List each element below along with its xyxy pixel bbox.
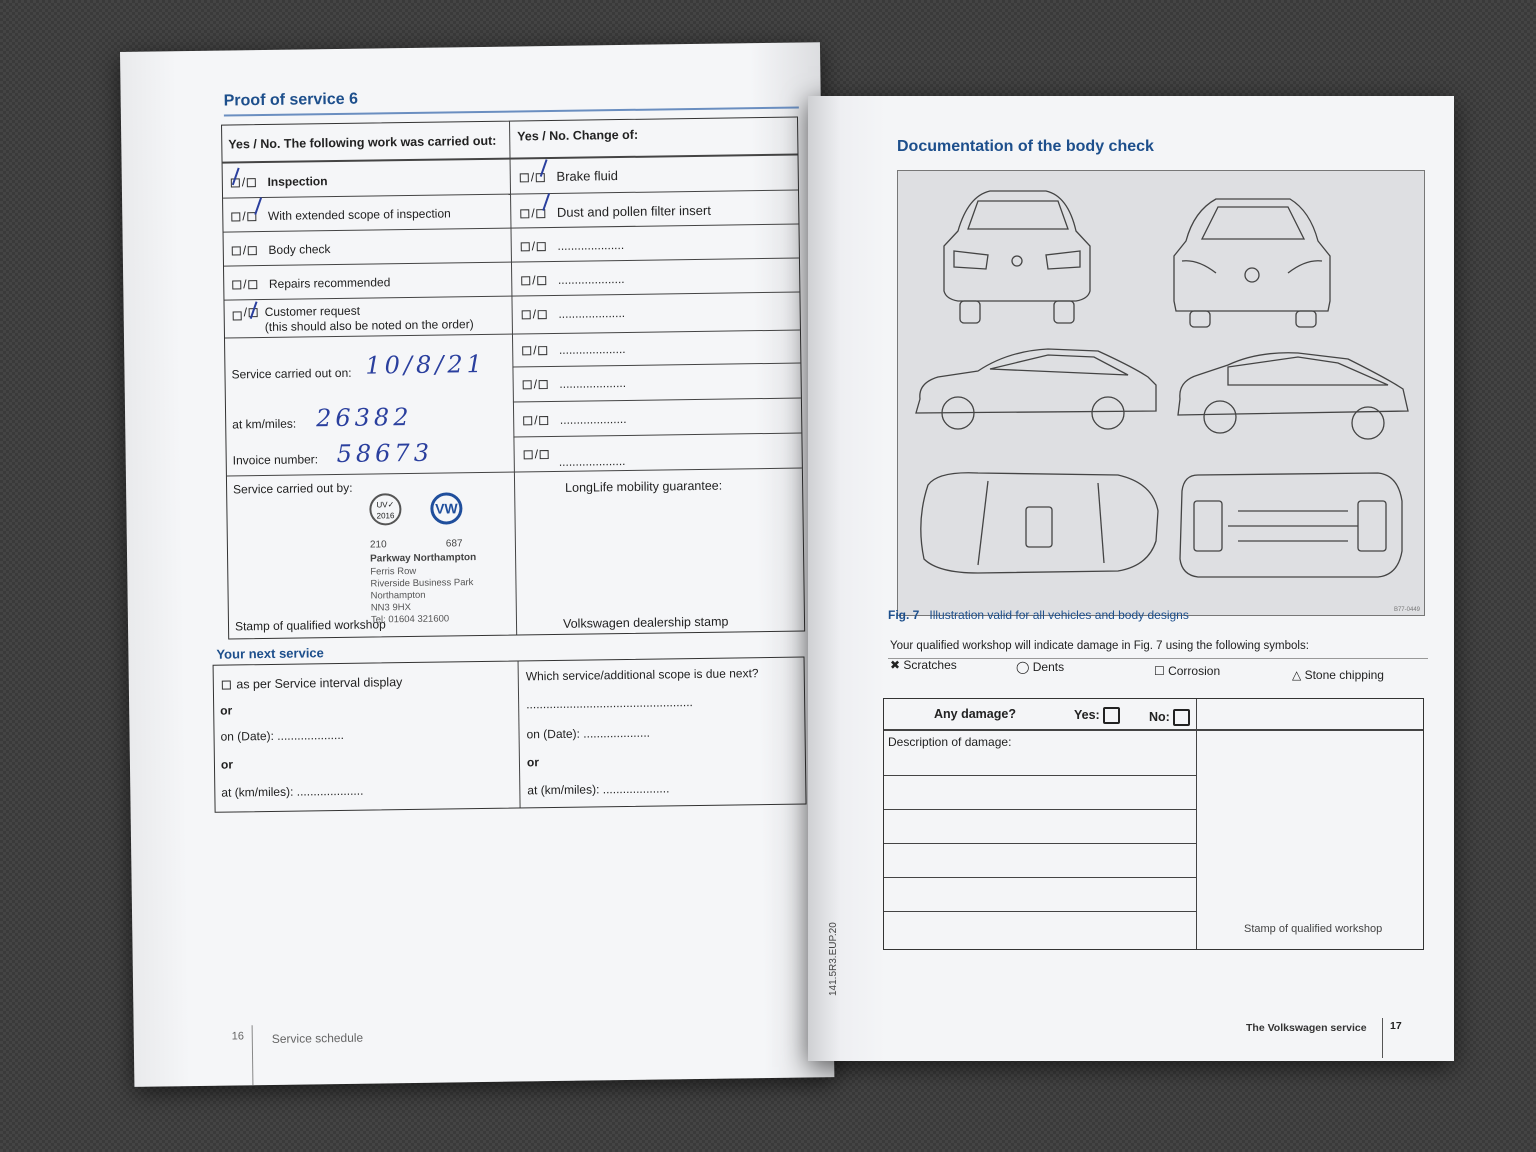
side-code: 141.5R3.EUP.20 — [828, 922, 839, 996]
dealer-stamp-label: Volkswagen dealership stamp — [562, 614, 729, 631]
yes-label: Yes: — [1074, 707, 1120, 724]
page-title: Proof of service 6 — [223, 90, 359, 110]
change-row-blank: / .................... — [521, 412, 627, 427]
stamp-num1: 210 — [369, 539, 387, 551]
car-side-view-right — [1178, 353, 1408, 439]
longlife-label: LongLife mobility guarantee: — [565, 478, 723, 495]
symbol-scratches: ✖ Scratches — [890, 658, 957, 672]
car-diagrams — [898, 171, 1424, 615]
invoice-label: Invoice number: — [232, 452, 319, 468]
yes-checkbox[interactable] — [520, 210, 529, 219]
next-date[interactable]: on (Date): .................... — [220, 727, 345, 744]
right-page — [808, 96, 1454, 1061]
figure-code: B77-0449 — [1393, 607, 1420, 613]
next-km[interactable]: at (km/miles): .................... — [221, 783, 364, 800]
vw-logo-icon: VW — [430, 492, 462, 524]
change-row-blank: / — [522, 447, 552, 461]
next-right-question: Which service/additional scope is due next? — [525, 666, 759, 684]
next-left-0: as per Service interval display — [220, 675, 403, 692]
symbol-dents: ◯ Dents — [1016, 660, 1065, 674]
next-left-or: or — [220, 757, 234, 772]
car-underbody-view — [1180, 473, 1402, 577]
service-date-label: Service carried out on: — [231, 365, 352, 382]
yes-checkbox[interactable] — [520, 174, 529, 183]
change-row-pollen-filter: / Dust and pollen filter insert — [518, 203, 711, 221]
work-row-extended: / With extended scope of inspection — [229, 206, 451, 223]
change-row-blank: / .................... — [521, 376, 627, 391]
work-row-customer-request: / — [231, 305, 261, 321]
uv-badge: UV✓ 2016 — [369, 493, 401, 525]
stamp-line: Northampton — [370, 589, 426, 602]
carried-by-label: Service carried out by: — [233, 480, 353, 497]
change-row-blank: / .................... — [519, 238, 625, 253]
work-header: Yes / No. The following work was carried out: — [228, 133, 497, 152]
stamp-line: Tel: 01604 321600 — [370, 613, 450, 626]
blank-dots: .................... — [558, 453, 626, 469]
car-rear-view — [944, 191, 1090, 323]
footer-page-number: 16 — [231, 1030, 245, 1043]
next-right-or: or — [526, 755, 540, 770]
symbol-stone-chipping: △ Stone chipping — [1292, 668, 1384, 682]
work-row-body-check: / Body check — [230, 242, 331, 257]
stamp-name: Parkway Northampton — [370, 552, 477, 565]
next-left-or: or — [220, 703, 233, 718]
next-service-table — [213, 657, 807, 813]
yes-checkbox[interactable] — [232, 247, 241, 256]
change-row-blank: / .................... — [520, 306, 626, 321]
figure-caption: Fig. 7 Illustration valid for all vehicles and body designs — [888, 608, 1189, 622]
no-checkbox[interactable] — [1173, 709, 1190, 726]
car-top-view — [921, 473, 1158, 573]
work-row-repairs: / Repairs recommended — [230, 275, 390, 291]
footer-section: Service schedule — [271, 1030, 364, 1046]
stamp-line: NN3 9HX — [370, 601, 411, 614]
damage-table — [883, 698, 1424, 950]
change-row-blank: / .................... — [520, 342, 626, 357]
no-checkbox[interactable] — [247, 178, 256, 187]
work-row-inspection: / Inspection — [229, 174, 328, 189]
change-row-brake-fluid: / Brake fluid — [518, 168, 618, 184]
yes-checkbox[interactable] — [231, 213, 240, 222]
invoice-value[interactable]: 58673 — [336, 438, 434, 469]
customer-request-note: (this should also be noted on the order) — [264, 317, 474, 335]
km-value[interactable]: 26382 — [315, 402, 413, 433]
yes-checkbox[interactable] — [1103, 707, 1120, 724]
footer-section: The Volkswagen service — [1246, 1022, 1367, 1034]
service-date-value[interactable]: 10/8/21 — [365, 349, 487, 380]
stamp-label: Stamp of qualified workshop — [234, 617, 386, 634]
car-side-view-left — [916, 349, 1156, 429]
next-right-dots[interactable]: .................................................. — [526, 695, 693, 712]
body-check-figure — [897, 170, 1425, 616]
symbol-corrosion: ☐ Corrosion — [1154, 664, 1221, 678]
change-header: Yes / No. Change of: — [517, 127, 639, 144]
proof-of-service-table — [221, 117, 805, 640]
no-label: No: — [1149, 709, 1190, 726]
no-checkbox[interactable] — [248, 246, 257, 255]
no-checkbox[interactable] — [249, 280, 258, 289]
footer-page-number: 17 — [1390, 1020, 1402, 1032]
km-label: at km/miles: — [232, 416, 297, 432]
stamp-num2: 687 — [445, 538, 463, 550]
next-right-date[interactable]: on (Date): .................... — [526, 725, 651, 742]
indicate-text: Your qualified workshop will indicate damage in Fig. 7 using the following symbols: — [890, 640, 1309, 652]
left-page — [120, 42, 834, 1087]
page-title: Documentation of the body check — [897, 138, 1154, 155]
stamp-line: Riverside Business Park — [370, 577, 474, 590]
car-front-view — [1174, 199, 1330, 327]
change-row-blank: / .................... — [519, 272, 625, 287]
stamp-line: Ferris Row — [370, 565, 417, 578]
any-damage-label: Any damage? — [934, 707, 1016, 721]
next-right-km[interactable]: at (km/miles): .................... — [527, 781, 670, 798]
description-label: Description of damage: — [888, 735, 1012, 749]
customer-request-label: Customer request — [264, 303, 361, 320]
next-service-title: Your next service — [216, 645, 324, 662]
stamp-label: Stamp of qualified workshop — [1244, 923, 1383, 935]
yes-checkbox[interactable] — [232, 281, 241, 290]
yes-checkbox[interactable] — [233, 312, 242, 321]
no-checkbox[interactable] — [537, 209, 546, 218]
